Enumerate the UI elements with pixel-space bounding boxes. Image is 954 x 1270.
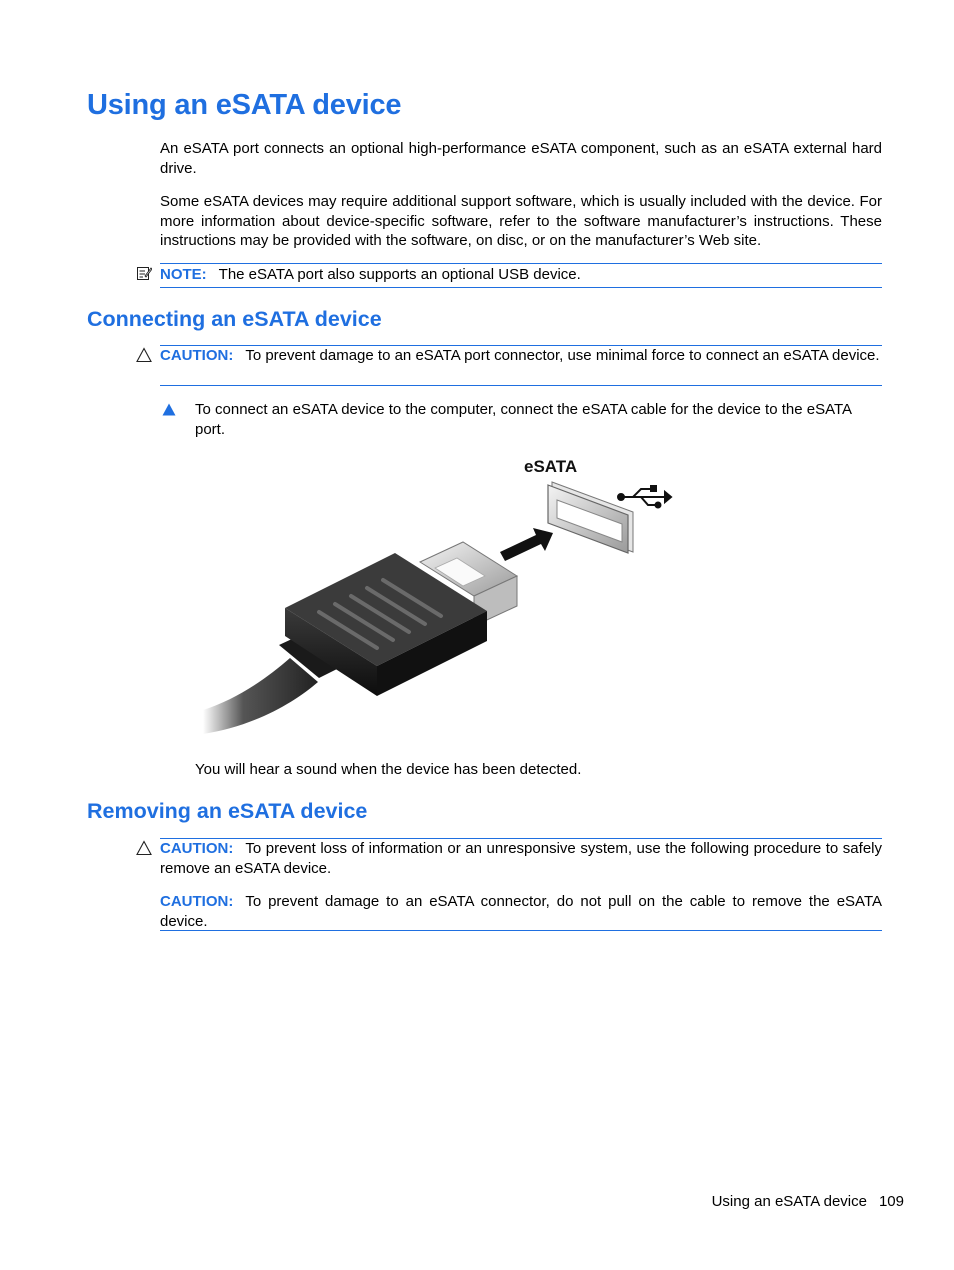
step-triangle-icon bbox=[162, 403, 176, 416]
note-text: The eSATA port also supports an optional USB device. bbox=[218, 266, 581, 283]
note-pencil-icon bbox=[136, 265, 152, 281]
note-bottom-rule bbox=[160, 287, 882, 288]
removing-caution-2-text: To prevent damage to an eSATA connector, do not pull on the cable to remove the eSATA device. bbox=[160, 893, 882, 930]
intro-paragraph-2: Some eSATA devices may require additional support software, which is usually included with the device. For more information about device-specific software, refer to the software manufacturer’s instructions. These instructions may be provided with the software, on disc, or on the manufacturer’s Web site. bbox=[160, 193, 882, 249]
esata-connection-figure bbox=[195, 450, 685, 740]
connecting-caution-text: To prevent damage to an eSATA port connector, use minimal force to connect an eSATA device. bbox=[245, 347, 880, 364]
caution-triangle-icon-2 bbox=[136, 840, 152, 856]
note-top-rule bbox=[160, 263, 882, 264]
figure-esata-label: eSATA bbox=[524, 457, 578, 476]
esata-port bbox=[548, 482, 633, 553]
page-footer bbox=[712, 1193, 904, 1210]
removing-caution-bottom-rule bbox=[160, 930, 882, 931]
connecting-after: You will hear a sound when the device has been detected. bbox=[195, 761, 582, 778]
note-label: NOTE: bbox=[160, 266, 207, 283]
usb-icon bbox=[618, 486, 671, 508]
caution-triangle-icon bbox=[136, 347, 152, 363]
connecting-heading: Connecting an eSATA device bbox=[87, 307, 382, 331]
connecting-caution-label: CAUTION: bbox=[160, 347, 234, 364]
intro-paragraph-1: An eSATA port connects an optional high-performance eSATA component, such as an eSATA external hard drive. bbox=[160, 140, 882, 177]
note bbox=[160, 265, 882, 285]
removing-caution-2-label: CAUTION: bbox=[160, 893, 234, 910]
page-title: Using an eSATA device bbox=[87, 89, 402, 121]
connecting-caution bbox=[160, 346, 882, 366]
connecting-caution-bottom-rule bbox=[160, 385, 882, 386]
removing-caution-1-label: CAUTION: bbox=[160, 840, 234, 857]
connecting-step: To connect an eSATA device to the computer, connect the eSATA cable for the device to the eSATA port. bbox=[195, 401, 852, 438]
esata-cable bbox=[203, 658, 318, 734]
removing-caution-1-text: To prevent loss of information or an unresponsive system, use the following procedure to safely remove an eSATA device. bbox=[160, 840, 882, 877]
removing-caution-1 bbox=[160, 839, 882, 878]
page-number: 109 bbox=[878, 1193, 904, 1210]
footer-section-title: Using an eSATA device bbox=[711, 1193, 867, 1210]
insert-arrow-icon bbox=[500, 528, 553, 561]
removing-caution-2 bbox=[160, 892, 882, 931]
removing-heading: Removing an eSATA device bbox=[87, 799, 368, 823]
